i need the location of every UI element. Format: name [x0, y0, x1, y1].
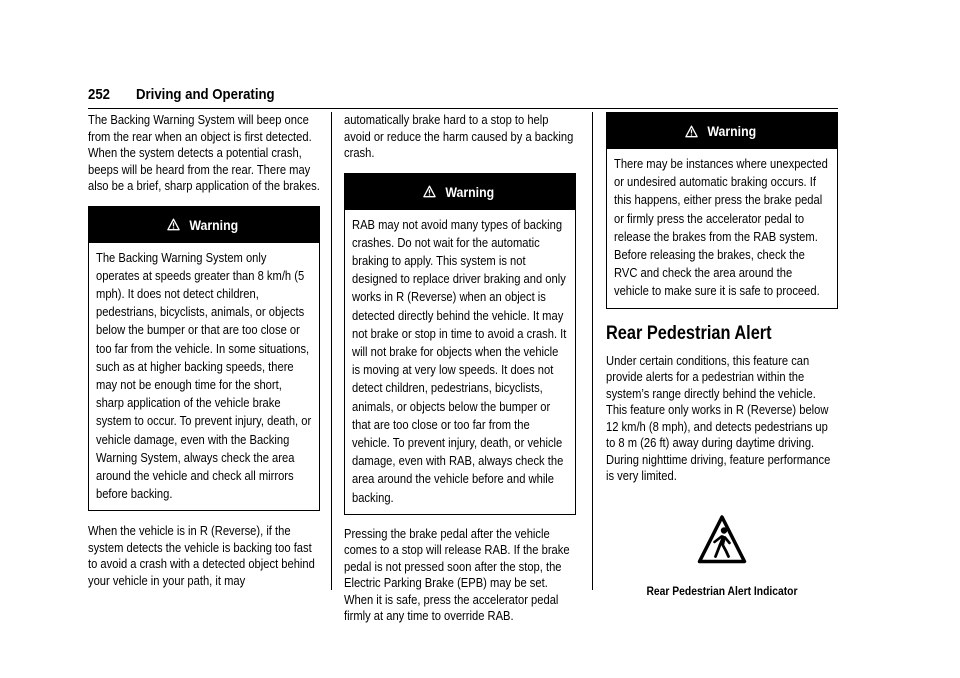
paragraph: The Backing Warning System will beep once from the rear when an object is first detected. When the system detects a potential crash, beeps will be heard from the rear. There may also be a brief, sharp application of the brakes. [88, 112, 320, 193]
page-header [88, 84, 838, 109]
page-number: 252 [88, 86, 111, 103]
warning-header [345, 174, 575, 210]
paragraph: automatically brake hard to a stop to help avoid or reduce the harm caused by a backing crash. [344, 112, 574, 160]
warning-text: RAB may not avoid many types of backing crashes. Do not wait for the automatic braking to apply. This system is not designed to replace driver braking and only works in R (Reverse) when an object is detected directly behind the vehicle. It may not brake or stop in time to avoid a crash. It will not brake for objects when the vehicle is moving at very low speeds. It does not detect children, pedestrians, bicyclists, animals, or objects below the bumper or that are too close or too far from the vehicle. To prevent injury, death, or vehicle damage, even with RAB, always check the area around the vehicle before and while backing. [352, 216, 567, 505]
column-3 [606, 112, 838, 598]
pedestrian-alert-icon [697, 515, 747, 565]
column-1 [88, 112, 320, 589]
warning-title: Warning [445, 183, 494, 200]
warning-text: The Backing Warning System only operates at speeds greater than 8 km/h (5 mph). It does not detect children, pedestrians, bicyclists, animals, or objects below the bumper or that are too close or too far from the vehicle. In some situations, such as at higher backing speeds, there may not be enough time for the short, sharp application of the vehicle brake system to occur. To prevent injury, death, or vehicle damage, even with the Backing Warning System, always check the area around the vehicle and check all mirrors before backing. [96, 249, 312, 502]
warning-box [606, 112, 838, 309]
warning-header [607, 113, 837, 149]
warning-box [344, 173, 576, 515]
column-2 [344, 112, 576, 625]
warning-box [88, 206, 320, 512]
warning-text: There may be instances where unexpected or undesired automatic braking occurs. If this happens, either press the brake pedal or firmly press the accelerator pedal to release the brakes from the RAB system. Before releasing the brakes, check the RVC and check the area around the vehicle to make sure it is safe to proceed. [614, 156, 828, 299]
subsection-heading: Rear Pedestrian Alert [606, 322, 772, 344]
section-title: Driving and Operating [136, 86, 275, 103]
warning-header [89, 207, 319, 243]
warning-triangle-icon [685, 125, 698, 138]
paragraph: When the vehicle is in R (Reverse), if the system detects the vehicle is backing too fast to avoid a crash with a detected object behind your vehicle in your path, it may [88, 523, 315, 588]
figure-caption: Rear Pedestrian Alert Indicator [646, 583, 798, 598]
paragraph: Under certain conditions, this feature can provide alerts for a pedestrian within the system’s range directly behind the vehicle. This feature only works in R (Reverse) below 12 km/h (8 mph), and detects pedestrians up to 8 m (26 ft) away during daytime driving. During nighttime driving, feature performance is very limited. [606, 352, 831, 484]
warning-triangle-icon [167, 218, 180, 231]
warning-triangle-icon [423, 185, 436, 198]
warning-title: Warning [707, 123, 756, 139]
warning-title: Warning [189, 216, 238, 233]
paragraph: Pressing the brake pedal after the vehicle comes to a stop will release RAB. If the brake pedal is not pressed soon after the stop, the Electric Parking Brake (EPB) may be set. When it is safe, press the accelerator pedal firmly at any time to override RAB. [344, 525, 570, 624]
column-divider [592, 112, 593, 590]
column-divider [331, 112, 332, 590]
